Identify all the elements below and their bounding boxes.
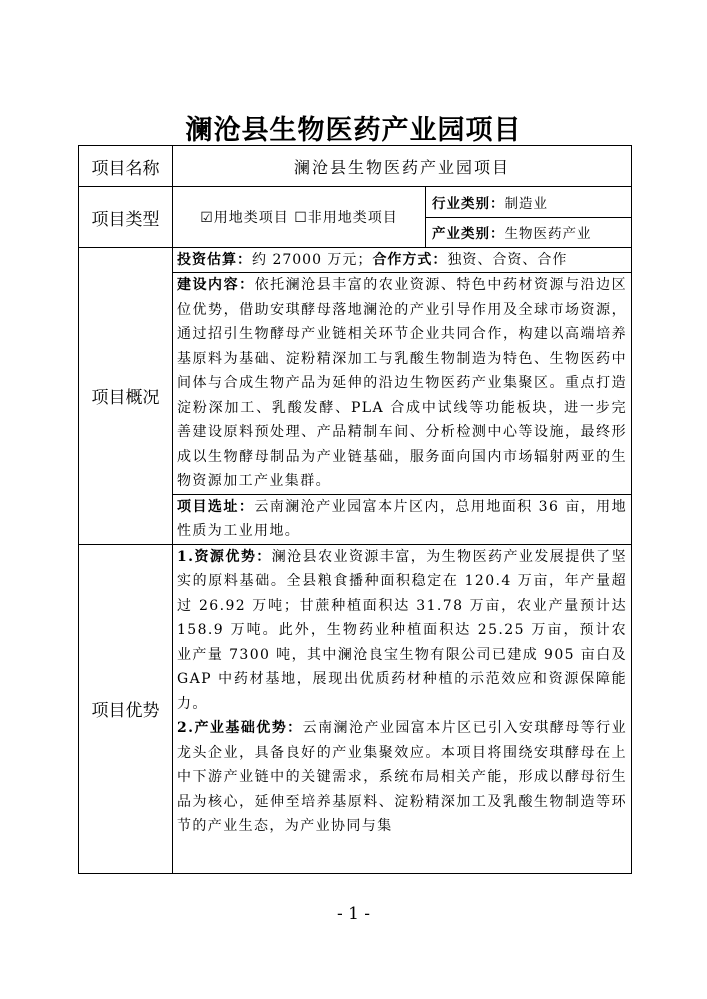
site-label: 项目选址： bbox=[177, 498, 255, 515]
industry-base-advantage-value: 云南澜沧产业园富本片区已引入安琪酵母等行业龙头企业，具备良好的产业集聚效应。本项目将围绕安琪酵母在上中下游产业链中的关键需求，系统布局相关产能，形成以酵母衍生品为核心，延伸至培养基原料、淀粉精深加工及乳酸生物制造等环节的产业生态，为产业协同与集 bbox=[177, 720, 628, 834]
sector-category bbox=[426, 217, 632, 248]
page-number: - 1 - bbox=[336, 904, 371, 924]
industry-category-label: 行业类别： bbox=[432, 195, 505, 212]
sector-category-label: 产业类别： bbox=[432, 226, 505, 243]
project-advantage-content bbox=[173, 544, 632, 873]
industry-base-advantage-label: 2.产业基础优势： bbox=[177, 720, 303, 736]
industry-category-value: 制造业 bbox=[504, 195, 548, 212]
resource-advantage-label: 1.资源优势： bbox=[177, 548, 272, 565]
construction-value: 依托澜沧县丰富的农业资源、特色中药材资源与沿边区位优势，借助安琪酵母落地澜沧的产业引导作用及全球市场资源，通过招引生物酵母产业链相关环节企业共同合作，构建以高端培养基原料为基础、淀粉精深加工与乳酸生物制造为特色、生物医药中间体与合成生物产品为延伸的沿边生物医药产业集聚区。重点打造淀粉深加工、乳酸发酵、PLA 合成中试线等功能板块，进一步完善建设原料预处理、产品精制车间、分析检测中心等设施，最终形成以生物酵母制品为产业链基础，服务面向国内市场辐射两亚的生物资源加工产业集群。 bbox=[177, 277, 628, 489]
construction-label: 建设内容： bbox=[177, 277, 255, 293]
page-title: 澜沧县生物医药产业园项目 bbox=[185, 115, 522, 146]
resource-advantage-value: 澜沧县农业资源丰富，为生物医药产业发展提供了坚实的原料基础。全县粮食播种面积稳定在 120.4 万亩，年产量超过 26.92 万吨；甘蔗种植面积达 31.78 万亩，农业产量预计达 158.9 万吨。此外，生物药业种植面积达 25.25 万亩，预计农业产量 7300 吨，其中澜沧良宝生物有限公司已建成 905 亩白及 GAP 中药材基地，展现出优质药材种植的示范效应和资源保障能力。 bbox=[177, 548, 628, 712]
project-type-value: ☑用地类项目 ☐非用地类项目 bbox=[173, 187, 426, 248]
project-advantage-label: 项目优势 bbox=[79, 544, 173, 873]
sector-category-value: 生物医药产业 bbox=[504, 226, 592, 243]
investment-row bbox=[173, 248, 632, 273]
investment-label: 投资估算： bbox=[177, 252, 252, 268]
cooperation-value: 独资、合资、合作 bbox=[447, 252, 568, 268]
construction-content bbox=[173, 273, 632, 495]
project-overview-label: 项目概况 bbox=[79, 248, 173, 545]
industry-base-advantage bbox=[177, 716, 627, 839]
industry-category bbox=[426, 187, 632, 218]
project-name-value: 澜沧县生物医药产业园项目 bbox=[173, 146, 632, 187]
investment-value: 约 27000 万元； bbox=[252, 252, 373, 268]
project-type-label: 项目类型 bbox=[79, 187, 173, 248]
project-table bbox=[78, 145, 632, 874]
site-selection bbox=[173, 494, 632, 544]
site-value: 云南澜沧产业园富本片区内，总用地面积 36 亩，用地性质为工业用地。 bbox=[177, 498, 628, 539]
project-name-label: 项目名称 bbox=[79, 146, 173, 187]
cooperation-label: 合作方式： bbox=[372, 252, 448, 268]
resource-advantage bbox=[177, 545, 627, 717]
